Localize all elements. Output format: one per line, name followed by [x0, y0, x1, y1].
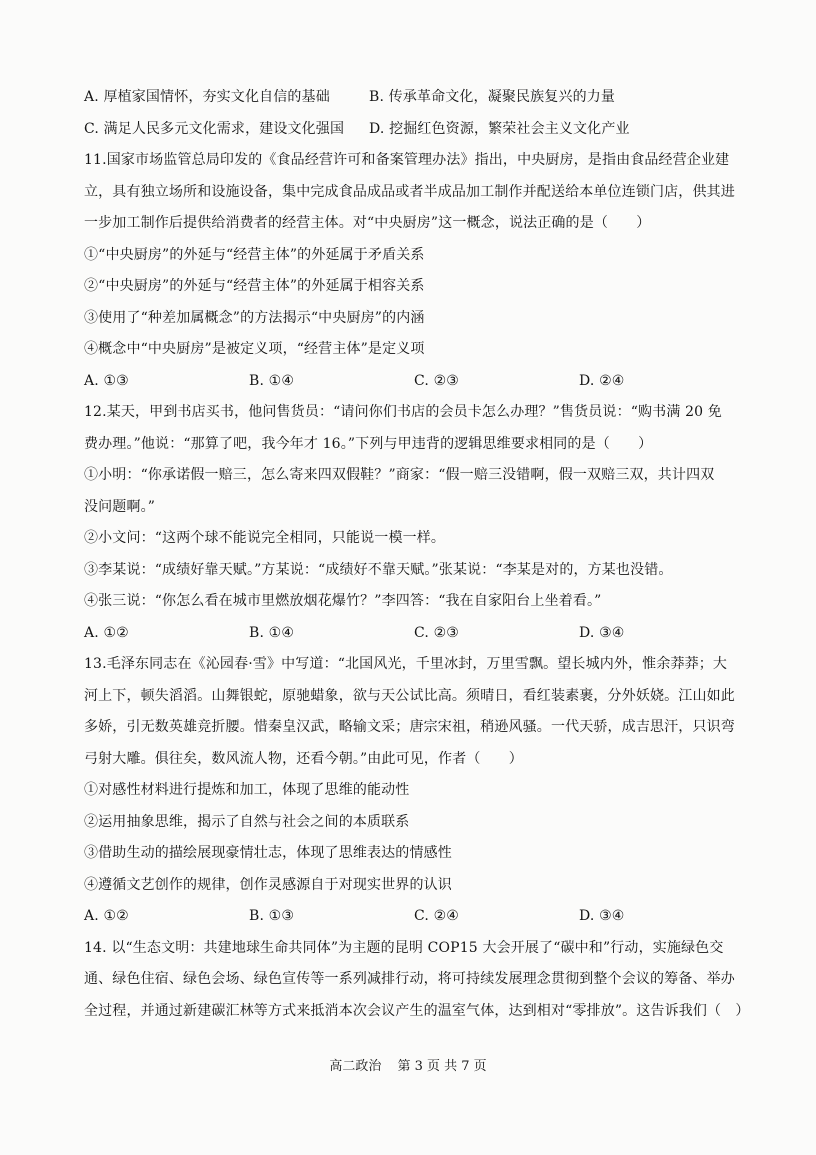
question-12 — [84, 397, 744, 649]
q13-stem-line: 13.毛泽东同志在《沁园春·雪》中写道：“北国风光，千里冰封，万里雪飘。望长城内外，惟余莽莽；大 — [84, 656, 728, 672]
q13-option-c: C. ②④ — [414, 908, 459, 924]
q14-stem-line: 全过程，并通过新建碳汇林等方式来抵消本次会议产生的温室气体，达到相对“零排放”。这告诉我们（ ） — [84, 1002, 750, 1019]
q13-option-b: B. ①③ — [249, 908, 295, 924]
q11-option-a: A. ①③ — [84, 372, 129, 389]
q11-options — [84, 366, 744, 398]
q13-stem-line: 多娇，引无数英雄竞折腰。惜秦皇汉武，略输文采；唐宗宋祖，稍逊风骚。一代天骄，成吉思汗，只识弯 — [84, 719, 735, 735]
question-11 — [84, 145, 744, 397]
q10-options-row-1 — [84, 82, 744, 114]
q11-item-4: ④概念中“中央厨房”是被定义项，“经营主体”是定义项 — [84, 341, 425, 357]
q11-item-3: ③使用了“种差加属概念”的方法揭示“中央厨房”的内涵 — [84, 309, 425, 326]
q14-stem-line: 14. 以“生态文明：共建地球生命共同体”为主题的昆明 COP15 大会开展了“碳中和”行动，实施绿色交 — [84, 939, 724, 956]
q12-option-a: A. ①② — [84, 624, 129, 641]
q14-stem-line: 通、绿色住宿、绿色会场、绿色宣传等一系列减排行动，将可持续发展理念贯彻到整个会议的筹备、举办 — [84, 971, 735, 987]
footer-page-number: 第 3 页 共 7 页 — [397, 1059, 487, 1074]
footer-subject: 高二政治 — [329, 1059, 382, 1074]
q10-option-a: A. 厚植家国情怀，夯实文化自信的基础 — [84, 89, 330, 105]
q12-option-d: D. ③④ — [579, 624, 625, 641]
q13-item-1: ①对感性材料进行提炼和加工，体现了思维的能动性 — [84, 782, 410, 798]
q11-option-c: C. ②③ — [414, 372, 459, 389]
q11-item-2: ②“中央厨房”的外延与“经营主体”的外延属于相容关系 — [84, 278, 425, 294]
q10-option-c: C. 满足人民多元文化需求，建设文化强国 — [84, 120, 345, 137]
q11-stem-line: 立，具有独立场所和设施设备，集中完成食品成品或者半成品加工制作并配送给本单位连锁门店，供其进 — [84, 183, 735, 200]
q11-stem-line: 11.国家市场监管总局印发的《食品经营许可和备案管理办法》指出，中央厨房，是指由食品经营企业建 — [84, 152, 730, 168]
question-13 — [84, 649, 744, 933]
exam-content — [84, 82, 750, 1027]
q13-item-4: ④遵循文艺创作的规律，创作灵感源自于对现实世界的认识 — [84, 876, 452, 893]
q12-stem-line: 12.某天，甲到书店买书，他问售货员：“请问你们书店的会员卡怎么办理？”售货员说：“购书满 20 免 — [84, 404, 722, 420]
q11-item-1: ①“中央厨房”的外延与“经营主体”的外延属于矛盾关系 — [84, 246, 425, 263]
q13-item-2: ②运用抽象思维，揭示了自然与社会之间的本质联系 — [84, 813, 410, 830]
q10-options — [84, 82, 744, 145]
q13-stem-line: 河上下，顿失滔滔。山舞银蛇，原驰蜡象，欲与天公试比高。须晴日，看红装素裹，分外妖娆。江山如此 — [84, 687, 735, 704]
q12-item-1-cont: 没问题啊。” — [84, 498, 156, 515]
q12-option-c: C. ②③ — [414, 624, 459, 641]
q11-stem-line: 一步加工制作后提供给消费者的经营主体。对“中央厨房”这一概念，说法正确的是（ ） — [84, 215, 651, 231]
q10-option-b: B. 传承革命文化，凝聚民族复兴的力量 — [369, 89, 616, 105]
q12-item-4: ④张三说：“你怎么看在城市里燃放烟花爆竹？”李四答：“我在自家阳台上坐着看。” — [84, 593, 602, 609]
q11-option-b: B. ①④ — [249, 372, 295, 389]
q12-option-b: B. ①④ — [249, 624, 295, 641]
q13-stem-line: 弓射大雕。俱往矣，数风流人物，还看今朝。”由此可见，作者（ ） — [84, 750, 523, 767]
page-footer — [0, 1055, 816, 1074]
q10-options-row-2 — [84, 114, 744, 146]
q12-options — [84, 618, 744, 650]
q13-options — [84, 901, 744, 933]
q13-item-3: ③借助生动的描绘展现豪情壮志，体现了思维表达的情感性 — [84, 845, 452, 861]
q13-option-a: A. ①② — [84, 908, 129, 924]
q11-option-d: D. ②④ — [579, 372, 625, 389]
q12-item-1: ①小明：“你承诺假一赔三，怎么寄来四双假鞋？”商家：“假一赔三没错啊，假一双赔三双，共计四双 — [84, 467, 715, 483]
q10-option-d: D. 挖掘红色资源，繁荣社会主义文化产业 — [369, 120, 630, 137]
question-14 — [84, 933, 750, 1028]
q12-stem-line: 费办理。”他说：“那算了吧，我今年才 16。”下列与甲违背的逻辑思维要求相同的是（ ） — [84, 435, 653, 452]
q12-item-3: ③李某说：“成绩好靠天赋。”方某说：“成绩好不靠天赋。”张某说：“李某是对的，方某也没错。 — [84, 561, 673, 578]
q13-option-d: D. ③④ — [579, 908, 625, 924]
q12-item-2: ②小文问：“这两个球不能说完全相同，只能说一模一样。 — [84, 530, 446, 546]
